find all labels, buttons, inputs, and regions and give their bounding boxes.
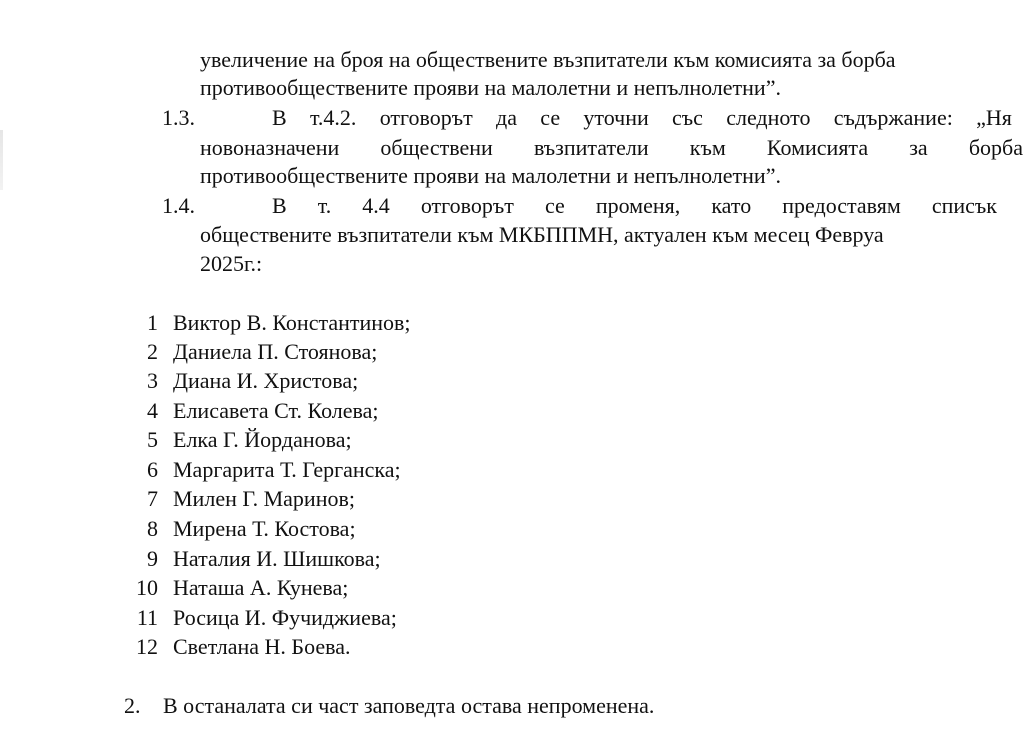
list-item-number: 12 bbox=[136, 634, 158, 659]
list-item-number: 2 bbox=[147, 339, 158, 364]
item-1-3-line-2-word: към bbox=[689, 135, 726, 160]
item-1-3-line-1-word: отговорът bbox=[379, 105, 473, 130]
item-1-3-line-1-word: „Ня bbox=[976, 105, 1012, 130]
item-1-4-line-3: 2025г.: bbox=[200, 251, 263, 276]
list-item-name: Елисавета Ст. Колева; bbox=[173, 398, 379, 423]
list-item-name: Маргарита Т. Герганска; bbox=[173, 457, 401, 482]
item-1-4-line-1 bbox=[272, 192, 997, 220]
list-item-name: Наташа А. Кунева; bbox=[173, 575, 349, 600]
item-1-4-line-2: обществените възпитатели към МКБППМН, актуален към месец Февруа bbox=[200, 222, 884, 247]
list-item-number: 4 bbox=[147, 398, 158, 423]
item-1-3-line-1-word: със bbox=[672, 105, 703, 130]
list-item-name: Милен Г. Маринов; bbox=[173, 486, 355, 511]
item-1-4-number: 1.4. bbox=[162, 193, 195, 218]
scan-edge-mark bbox=[0, 130, 3, 190]
list-item-number: 1 bbox=[147, 310, 158, 335]
list-item-number: 10 bbox=[136, 575, 158, 600]
item-1-3-line-1-word: В bbox=[272, 105, 287, 130]
list-item-name: Росица И. Фучиджиева; bbox=[173, 605, 397, 630]
item-1-4-line-1-word: т. bbox=[317, 193, 332, 218]
item-1-3-line-2 bbox=[200, 134, 1023, 162]
item-1-4-line-1-word: променя, bbox=[595, 193, 681, 218]
item-1-3-line-2-word: обществени bbox=[380, 135, 493, 160]
list-item-name: Даниела П. Стоянова; bbox=[173, 339, 378, 364]
item-1-3-line-2-word: новоназначени bbox=[200, 135, 340, 160]
item-1-4-line-1-word: В bbox=[272, 193, 287, 218]
list-item-number: 7 bbox=[147, 486, 158, 511]
item-1-3-line-2-word: за bbox=[909, 135, 928, 160]
item-1-3-line-1 bbox=[272, 104, 1012, 132]
list-item-name: Светлана Н. Боева. bbox=[173, 634, 351, 659]
paragraph-top-line-2: противообществените прояви на малолетни и непълнолетни”. bbox=[200, 75, 781, 100]
item-1-3-line-2-word: възпитатели bbox=[533, 135, 649, 160]
item-1-3-line-2-word: борба bbox=[968, 135, 1023, 160]
list-item-number: 11 bbox=[136, 605, 158, 630]
item-1-3-line-1-word: следното bbox=[726, 105, 811, 130]
item-1-3-line-1-word: уточни bbox=[583, 105, 649, 130]
list-item-number: 6 bbox=[147, 457, 158, 482]
item-1-3-line-1-word: се bbox=[540, 105, 561, 130]
item-1-3-number: 1.3. bbox=[162, 105, 195, 130]
list-item-name: Наталия И. Шишкова; bbox=[173, 546, 381, 571]
item-2-text: В останалата си част заповедта остава непроменена. bbox=[163, 693, 655, 718]
item-2-number: 2. bbox=[124, 693, 141, 718]
item-1-4-line-1-word: предоставям bbox=[782, 193, 901, 218]
item-1-4-line-1-word: като bbox=[711, 193, 752, 218]
item-1-3-line-2-word: Комисията bbox=[766, 135, 869, 160]
list-item-number: 8 bbox=[147, 516, 158, 541]
item-1-3-line-1-word: съдържание: bbox=[833, 105, 953, 130]
list-item-name: Виктор В. Константинов; bbox=[173, 310, 411, 335]
item-1-4-line-1-word: се bbox=[544, 193, 565, 218]
item-1-4-line-1-word: списък bbox=[931, 193, 997, 218]
list-item-number: 3 bbox=[147, 368, 158, 393]
list-item-number: 5 bbox=[147, 427, 158, 452]
list-item-name: Диана И. Христова; bbox=[173, 368, 359, 393]
list-item-name: Елка Г. Йорданова; bbox=[173, 427, 352, 452]
item-1-3-line-3: противообществените прояви на малолетни и непълнолетни”. bbox=[200, 163, 781, 188]
paragraph-top-line-1: увеличение на броя на обществените възпитатели към комисията за борба bbox=[200, 47, 896, 72]
item-1-4-line-1-word: 4.4 bbox=[362, 193, 390, 218]
item-1-3-line-1-word: т.4.2. bbox=[309, 105, 357, 130]
list-item-number: 9 bbox=[147, 546, 158, 571]
list-item-name: Мирена Т. Костова; bbox=[173, 516, 356, 541]
item-1-3-line-1-word: да bbox=[496, 105, 517, 130]
item-1-4-line-1-word: отговорът bbox=[420, 193, 514, 218]
